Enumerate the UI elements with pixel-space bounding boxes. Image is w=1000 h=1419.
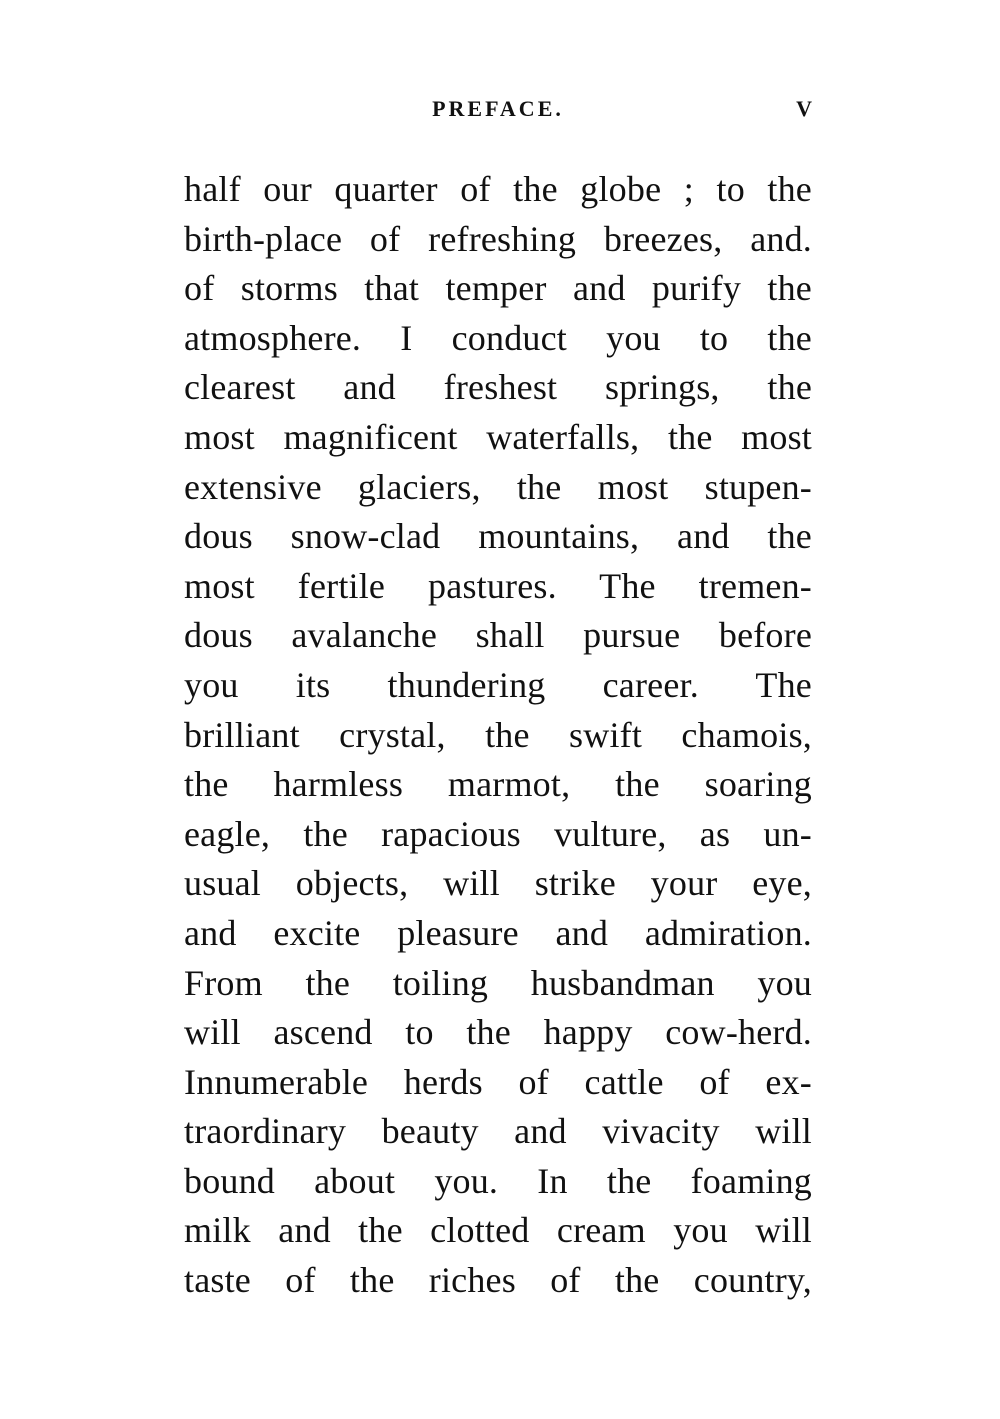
- text-line: extensive glaciers, the most stupen-: [184, 466, 812, 507]
- text-line: clearest and freshest springs, the: [184, 367, 812, 408]
- text-line: From the toiling husbandman you: [184, 962, 812, 1003]
- text-line: dous snow-clad mountains, and the: [184, 516, 812, 557]
- text-line: most magnificent waterfalls, the most: [184, 416, 812, 457]
- text-line: dous avalanche shall pursue before: [184, 615, 812, 656]
- running-head-title: PREFACE.: [432, 96, 564, 121]
- text-line: milk and the clotted cream you will: [184, 1210, 812, 1251]
- text-line: you its thundering career. The: [184, 664, 812, 705]
- text-line: traordinary beauty and vivacity will: [184, 1111, 812, 1152]
- text-line: bound about you. In the foaming: [184, 1160, 812, 1201]
- text-line: eagle, the rapacious vulture, as un-: [184, 813, 812, 854]
- text-line: half our quarter of the globe ; to the: [184, 169, 812, 209]
- text-line: most fertile pastures. The tremen-: [184, 565, 812, 606]
- text-line: birth-place of refreshing breezes, and.: [184, 218, 812, 259]
- text-line: and excite pleasure and admiration.: [184, 912, 812, 953]
- text-line: brilliant crystal, the swift chamois,: [184, 714, 812, 755]
- text-line: of storms that temper and purify the: [184, 268, 812, 309]
- text-line: Innumerable herds of cattle of ex-: [184, 1061, 812, 1102]
- running-head: [184, 96, 812, 136]
- text-line: usual objects, will strike your eye,: [184, 863, 812, 904]
- text-line: will ascend to the happy cow-herd.: [184, 1012, 812, 1053]
- text-line: taste of the riches of the country,: [184, 1260, 812, 1301]
- page-number: V: [796, 96, 812, 121]
- body-text: [184, 165, 812, 1306]
- text-line: the harmless marmot, the soaring: [184, 764, 812, 805]
- text-line: atmosphere. I conduct you to the: [184, 317, 812, 358]
